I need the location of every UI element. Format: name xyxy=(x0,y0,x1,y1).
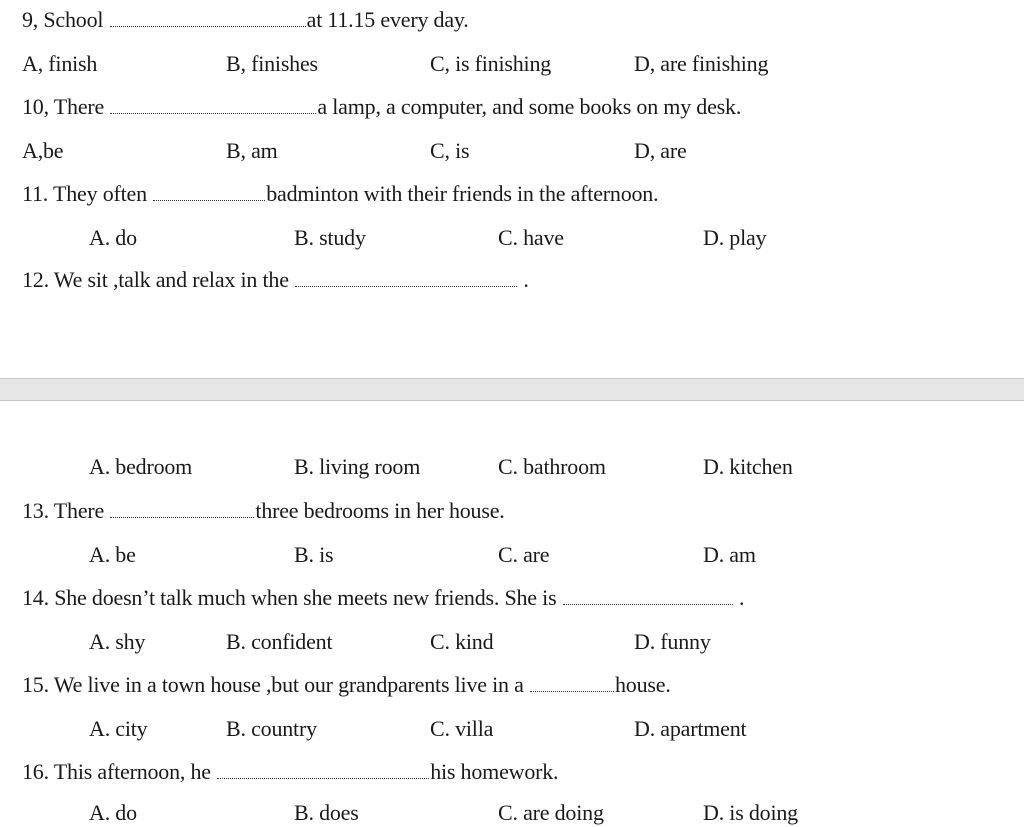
question-12 xyxy=(22,267,529,293)
answer-blank xyxy=(110,499,254,518)
question-16 xyxy=(22,759,558,785)
question-9 xyxy=(22,7,469,33)
question-12-option-a: A. bedroom xyxy=(89,454,193,479)
question-14-option-a: A. shy xyxy=(89,629,146,654)
question-10-option-d: D, are xyxy=(634,138,687,163)
question-15-option-d: D. apartment xyxy=(634,716,747,741)
question-9-option-b: B, finishes xyxy=(226,51,318,76)
answer-blank xyxy=(153,182,265,201)
question-9-stem: 9, School xyxy=(22,7,109,32)
question-14-tail: . xyxy=(733,585,745,610)
answer-blank xyxy=(110,95,316,114)
question-13-stem: 13. There xyxy=(22,498,110,523)
question-16-option-c: C. are doing xyxy=(498,800,604,825)
question-16-option-b: B. does xyxy=(294,800,359,825)
question-13-tail: three bedrooms in her house. xyxy=(255,498,505,523)
question-9-tail: at 11.15 every day. xyxy=(306,7,469,32)
question-15-option-a: A. city xyxy=(89,716,148,741)
question-9-option-d: D, are finishing xyxy=(634,51,769,76)
document-page-2 xyxy=(0,401,1024,827)
question-14-option-d: D. funny xyxy=(634,629,711,654)
question-15-option-c: C. villa xyxy=(430,716,494,741)
question-13-option-c: C. are xyxy=(498,542,550,567)
question-10-option-a: A,be xyxy=(22,138,64,163)
question-12-stem: 12. We sit ,talk and relax in the xyxy=(22,267,295,292)
question-9-option-c: C, is finishing xyxy=(430,51,552,76)
question-10 xyxy=(22,94,741,120)
question-15-tail: house. xyxy=(615,672,671,697)
question-14-stem: 14. She doesn’t talk much when she meets new friends. She is xyxy=(22,585,562,610)
question-16-option-a: A. do xyxy=(89,800,137,825)
question-10-stem: 10, There xyxy=(22,94,110,119)
question-12-tail: . xyxy=(518,267,529,292)
question-10-tail: a lamp, a computer, and some books on my desk. xyxy=(317,94,742,119)
page-break xyxy=(0,378,1024,401)
question-14-option-b: B. confident xyxy=(226,629,333,654)
answer-blank xyxy=(217,760,429,779)
question-13-option-b: B. is xyxy=(294,542,334,567)
question-16-option-d: D. is doing xyxy=(703,800,798,825)
answer-blank xyxy=(563,586,733,605)
question-15-stem: 15. We live in a town house ,but our grandparents live in a xyxy=(22,672,529,697)
question-13-option-a: A. be xyxy=(89,542,136,567)
document-page-1 xyxy=(0,0,1024,378)
answer-blank xyxy=(110,8,306,27)
question-10-option-c: C, is xyxy=(430,138,470,163)
question-14-option-c: C. kind xyxy=(430,629,494,654)
question-12-option-b: B. living room xyxy=(294,454,421,479)
question-12-option-c: C. bathroom xyxy=(498,454,606,479)
question-13-option-d: D. am xyxy=(703,542,756,567)
question-11-option-a: A. do xyxy=(89,225,137,250)
question-9-option-a: A, finish xyxy=(22,51,98,76)
question-11-tail: badminton with their friends in the afternoon. xyxy=(266,181,659,206)
question-13 xyxy=(22,498,505,524)
question-15 xyxy=(22,672,671,698)
question-15-option-b: B. country xyxy=(226,716,317,741)
question-14 xyxy=(22,585,744,611)
answer-blank xyxy=(295,268,517,287)
question-11-option-c: C. have xyxy=(498,225,564,250)
question-11-option-d: D. play xyxy=(703,225,767,250)
answer-blank xyxy=(530,673,614,692)
question-11-stem: 11. They often xyxy=(22,181,153,206)
question-16-stem: 16. This afternoon, he xyxy=(22,759,217,784)
question-12-option-d: D. kitchen xyxy=(703,454,793,479)
question-11-option-b: B. study xyxy=(294,225,366,250)
question-10-option-b: B, am xyxy=(226,138,278,163)
question-11 xyxy=(22,181,658,207)
question-16-tail: his homework. xyxy=(430,759,559,784)
